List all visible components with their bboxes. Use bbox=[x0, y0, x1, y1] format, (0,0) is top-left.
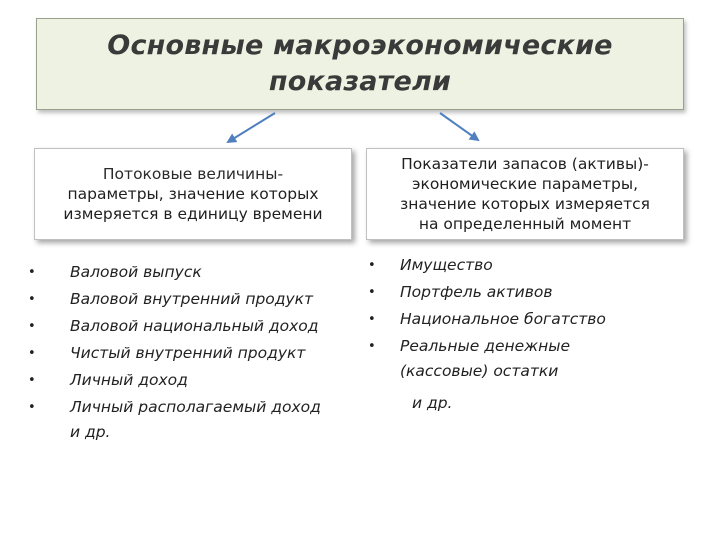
bullet-icon: • bbox=[368, 258, 376, 273]
stock-box-line-4: на определенный момент bbox=[418, 215, 632, 233]
list-item-text: Реальные денежные bbox=[400, 337, 571, 355]
stock-box-line-2: экономические параметры, bbox=[411, 175, 639, 193]
stock-indicators-box bbox=[366, 148, 684, 240]
flow-list-tail: и др. bbox=[70, 423, 111, 441]
flow-box-line-1: Потоковые величины- bbox=[102, 165, 284, 183]
list-item bbox=[28, 340, 306, 367]
list-item-text: Портфель активов bbox=[400, 283, 553, 301]
bullet-icon: • bbox=[28, 373, 36, 388]
bullet-icon: • bbox=[28, 346, 36, 361]
list-item-text: Личный располагаемый доход bbox=[70, 398, 321, 416]
title-line-2: показатели bbox=[268, 66, 452, 97]
arrow-right bbox=[440, 113, 478, 140]
bullet-icon: • bbox=[28, 400, 36, 415]
list-item bbox=[368, 306, 606, 333]
list-item bbox=[28, 367, 279, 394]
stock-list-continuation: (кассовые) остатки bbox=[400, 362, 559, 380]
flow-indicators-list bbox=[28, 259, 321, 421]
list-item bbox=[368, 279, 574, 306]
list-item bbox=[28, 286, 314, 313]
list-item-text: Личный доход bbox=[70, 371, 188, 389]
bullet-icon: • bbox=[368, 285, 376, 300]
stock-box-line-1: Показатели запасов (активы)- bbox=[401, 155, 649, 173]
bullet-icon: • bbox=[28, 319, 36, 334]
flow-box-line-2: параметры, значение которых bbox=[67, 185, 319, 203]
list-item bbox=[28, 259, 279, 286]
list-item-text: Чистый внутренний продукт bbox=[70, 344, 306, 362]
list-item-text: Имущество bbox=[400, 256, 493, 274]
list-item-text: Валовой внутренний продукт bbox=[70, 290, 314, 308]
list-item-text: Национальное богатство bbox=[400, 310, 606, 328]
list-item-text: Валовой выпуск bbox=[70, 263, 202, 281]
stock-list-tail: и др. bbox=[412, 394, 453, 412]
list-item bbox=[28, 394, 321, 421]
stock-indicators-list bbox=[368, 252, 606, 360]
stock-box-line-3: значение которых измеряется bbox=[400, 195, 650, 213]
list-item bbox=[368, 252, 574, 279]
list-item-text: Валовой национальный доход bbox=[70, 317, 319, 335]
bullet-icon: • bbox=[28, 265, 36, 280]
arrow-left bbox=[228, 113, 275, 142]
flow-box-line-3: измеряется в единицу времени bbox=[63, 205, 323, 223]
title-line-1: Основные макроэкономические bbox=[107, 30, 613, 61]
bullet-icon: • bbox=[368, 312, 376, 327]
bullet-icon: • bbox=[368, 339, 376, 354]
flow-indicators-box bbox=[34, 148, 352, 240]
bullet-icon: • bbox=[28, 292, 36, 307]
list-item bbox=[368, 333, 574, 360]
list-item bbox=[28, 313, 319, 340]
